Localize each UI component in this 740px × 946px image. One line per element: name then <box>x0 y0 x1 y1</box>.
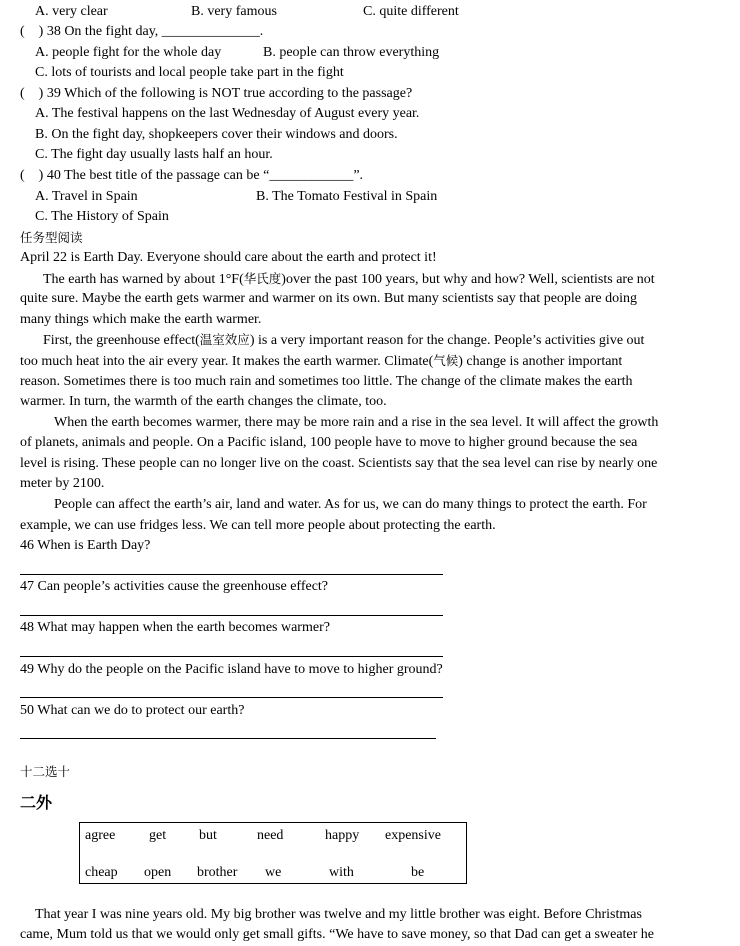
q39-option-c: C. The fight day usually lasts half an hour. <box>35 147 273 162</box>
passage-line-14: example, we can use fridges less. We can tell more people about protecting the earth. <box>20 518 496 533</box>
q40-option-a: A. Travel in Spain <box>35 189 138 204</box>
passage-line-4: many things which make the earth warmer. <box>20 312 262 327</box>
q37-option-a: A. very clear <box>35 4 108 19</box>
q38-option-a: A. people fight for the whole day <box>35 45 222 60</box>
answer-line-48[interactable] <box>20 656 443 657</box>
word-bank-word: be <box>411 865 425 880</box>
passage-line-3: quite sure. Maybe the earth gets warmer and warmer on its own. But many scientists say that people are doing <box>20 291 637 306</box>
q39-option-a: A. The festival happens on the last Wednesday of August every year. <box>35 106 420 121</box>
passage-line-6: too much heat into the air every year. It makes the earth warmer. Climate(气候) change is another important <box>20 353 623 369</box>
passage-line-2: The earth has warned by about 1°F(华氏度)over the past 100 years, but why and how? Well, scientists are not <box>43 271 655 287</box>
answer-line-47[interactable] <box>20 615 443 616</box>
passage-line-5: First, the greenhouse effect(温室效应) is a very important reason for the change. People’s activities give out <box>43 332 645 348</box>
section-heading-cloze-a: 十二选十 <box>20 764 71 779</box>
word-bank-word: get <box>149 828 167 843</box>
word-bank-word: we <box>265 865 282 880</box>
section-heading-cloze-b: 二外 <box>20 793 53 812</box>
passage-line-9: When the earth becomes warmer, there may be more rain and a rise in the sea level. It will affect the growth <box>54 415 659 430</box>
q39-stem: ( ) 39 Which of the following is NOT true according to the passage? <box>20 86 413 101</box>
answer-line-49[interactable] <box>20 697 443 698</box>
answer-line-46[interactable] <box>20 574 443 575</box>
passage-line-7: reason. Sometimes there is too much rain and sometimes too little. The change of the climate makes the earth <box>20 374 633 389</box>
story-line-2: came, Mum told us that we would only get small gifts. “We have to save money, so that Dad can get a sweater he <box>20 927 655 942</box>
question-48: 48 What may happen when the earth becomes warmer? <box>20 620 330 635</box>
word-bank-word: happy <box>325 828 360 843</box>
word-bank-word: with <box>329 865 354 880</box>
passage-line-12: meter by 2100. <box>20 476 105 491</box>
q38-stem: ( ) 38 On the fight day, ______________. <box>20 24 264 39</box>
passage-line-13: People can affect the earth’s air, land and water. As for us, we can do many things to protect the earth. For <box>54 497 647 512</box>
answer-line-50[interactable] <box>20 738 436 739</box>
word-bank-word: agree <box>85 828 116 843</box>
word-bank-word: open <box>144 865 172 880</box>
word-bank-word: brother <box>197 865 238 880</box>
q38-option-c: C. lots of tourists and local people take part in the fight <box>35 65 344 80</box>
q38-option-b: B. people can throw everything <box>263 45 440 60</box>
q39-option-b: B. On the fight day, shopkeepers cover their windows and doors. <box>35 127 398 142</box>
passage-line-11: level is rising. These people can no longer live on the coast. Scientists say that the sea level can rise by nearly one <box>20 456 658 471</box>
passage-line-10: of planets, animals and people. On a Pacific island, 100 people have to move to higher ground because the sea <box>20 435 638 450</box>
question-49: 49 Why do the people on the Pacific island have to move to higher ground? <box>20 662 443 677</box>
word-bank-box <box>79 822 467 884</box>
q40-option-c: C. The History of Spain <box>35 209 169 224</box>
word-bank-word: need <box>257 828 284 843</box>
q37-option-c: C. quite different <box>363 4 459 19</box>
q37-option-b: B. very famous <box>191 4 277 19</box>
passage-line-1: April 22 is Earth Day. Everyone should care about the earth and protect it! <box>20 250 437 265</box>
question-50: 50 What can we do to protect our earth? <box>20 703 245 718</box>
passage-line-8: warmer. In turn, the warmth of the earth changes the climate, too. <box>20 394 387 409</box>
q40-stem: ( ) 40 The best title of the passage can be “____________”. <box>20 168 364 183</box>
q40-option-b: B. The Tomato Festival in Spain <box>256 189 438 204</box>
question-46: 46 When is Earth Day? <box>20 538 151 553</box>
word-bank-word: expensive <box>385 828 441 843</box>
question-47: 47 Can people’s activities cause the greenhouse effect? <box>20 579 329 594</box>
word-bank-word: cheap <box>85 865 118 880</box>
word-bank-word: but <box>199 828 217 843</box>
section-heading-task-reading: 任务型阅读 <box>20 230 83 245</box>
story-line-1: That year I was nine years old. My big brother was twelve and my little brother was eight. Before Christmas <box>35 907 642 922</box>
